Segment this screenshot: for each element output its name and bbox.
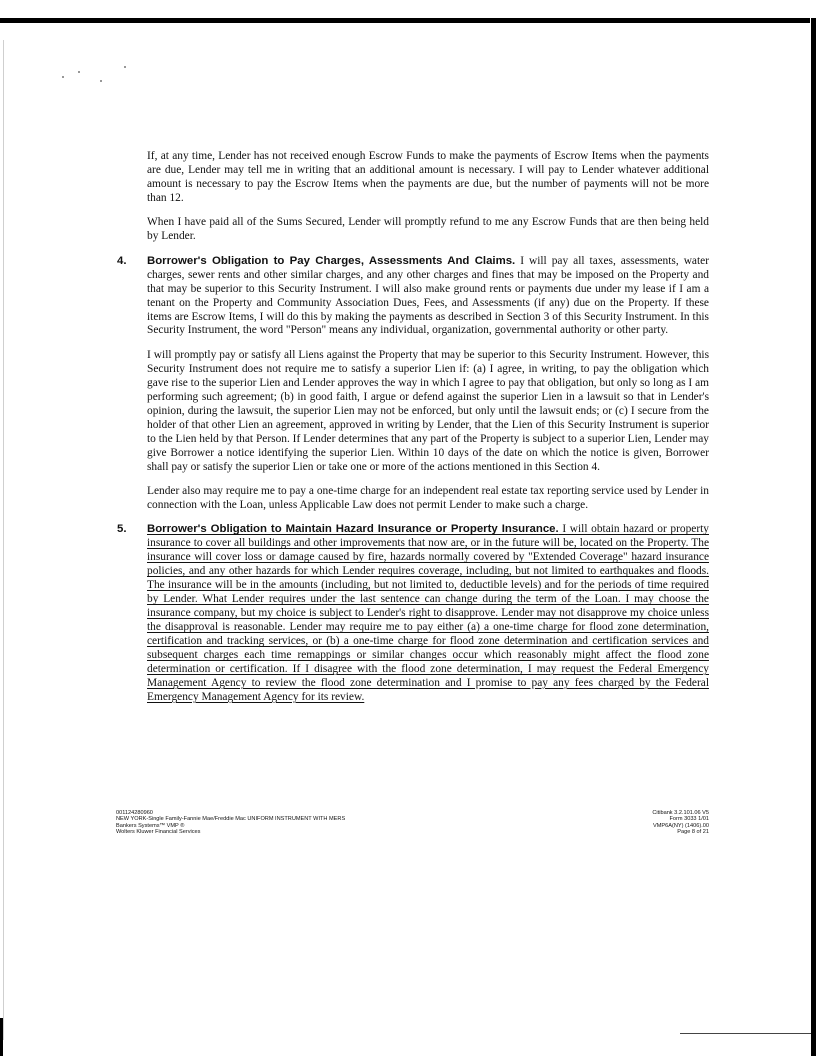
section-5-number: 5. <box>117 523 127 536</box>
bottom-right-scan-line <box>680 1033 811 1034</box>
form-title: NEW YORK-Single Family-Fannie Mae/Freddie Mac UNIFORM INSTRUMENT WITH MERS <box>116 816 346 823</box>
vmp-code: VMP6A(NY) (1406).00 <box>653 822 709 829</box>
form-number: Form 3033 1/01 <box>669 816 709 823</box>
scan-specks <box>62 62 142 92</box>
top-scan-border <box>0 18 810 23</box>
section-4-heading: Borrower's Obligation to Pay Charges, Assessments And Claims. <box>147 254 516 267</box>
section-4-liens-paragraph: I will promptly pay or satisfy all Liens against the Property that may be superior to this Security Instrument. However, this Security Instrument does not require me to satisfy a superior Lien if: (a) I agree, in writing, to pay the obligation which gave rise to the superior Lien and Lender approves the way in which I agree to pay that obligation, but only so long as I am performing such agreement; (b) in good faith, I argue or defend against the superior Lien in a lawsuit so that in Lender's opinion, during the lawsuit, the superior Lien may not be enforced, but only until the lawsuit ends; or (c) I secure from the holder of that other Lien an agreement, approved in writing by Lender, that the Lien of this Security Instrument is superior to the Lien held by that Person. If Lender determines that any part of the Property is subject to a superior Lien, Lender may give Borrower a notice identifying the superior Lien. Within 10 days of the date on which the notice is given, Borrower shall pay or satisfy the superior Lien or take one or more of the actions mentioned in this Section 4. <box>147 348 709 473</box>
loan-number: 001124280960 <box>116 810 153 816</box>
section-5-heading: Borrower's Obligation to Maintain Hazard Insurance or Property Insurance. <box>147 523 559 536</box>
footer-right <box>509 810 709 836</box>
right-scan-border <box>811 18 816 1056</box>
section-4-intro-text: I will pay all taxes, assessments, water charges, sewer rents and other similar charges, and any other charges and fines that may be imposed on the Property and that may be superior to this Security Instrument. I will also make ground rents or payments due under my lease if I am a tenant on the Property and Community Association Dues, Fees, and Assessments (if any) due on the Property. If these items are Escrow Items, I will do this by making the payments as described in Section 3 of this Security Instrument. In this Security Instrument, the word "Person" means any individual, organization, governmental authority or other party. <box>147 254 709 337</box>
left-scan-edge <box>3 40 4 1040</box>
section-4 <box>117 254 709 513</box>
page-number: Page 8 of 21 <box>677 829 709 836</box>
section-4-number: 4. <box>117 254 127 267</box>
section-5-paragraph <box>147 523 709 704</box>
document-body <box>117 150 709 705</box>
publisher: Bankers Systems™ VMP ® <box>116 822 185 829</box>
bottom-left-scan-mark <box>0 1018 3 1056</box>
lender-version: Citibank 3.2.101.06 V5 <box>652 810 709 816</box>
publisher-parent: Wolters Kluwer Financial Services <box>116 829 201 836</box>
section-5-body: I will obtain hazard or property insurance to cover all buildings and other improvements that now are, or in the future will be, located on the Property. The insurance will cover loss or damage caused by fire, hazards normally covered by "Extended Coverage" hazard insurance policies, and any other hazards for which Lender requires coverage, including, but not limited to earthquakes and floods. The insurance will be in the amounts (including, but not limited to, deductible levels) and for the periods of time required by Lender. What Lender requires under the last sentence can change during the term of the Loan. I may choose the insurance company, but my choice is subject to Lender's right to disapprove. Lender may not disapprove my choice unless the disapproval is reasonable. Lender may require me to pay either (a) a one-time charge for flood zone determination, certification and tracking services, or (b) a one-time charge for flood zone determination and certification services and subsequent charges each time remappings or similar changes occur which reasonably might affect the flood zone determination or certification. If I disagree with the flood zone determination, I may request the Federal Emergency Management Agency to review the flood zone determination and I promise to pay any fees charged by the Federal Emergency Management Agency for its review. <box>147 523 709 703</box>
section-4-intro <box>147 255 709 339</box>
section-4-tax-reporting-paragraph: Lender also may require me to pay a one-time charge for an independent real estate tax reporting service used by Lender in connection with the Loan, unless Applicable Law does not permit Lender to make such a charge. <box>147 485 709 511</box>
footer-left <box>116 810 496 836</box>
escrow-refund-paragraph: When I have paid all of the Sums Secured, Lender will promptly refund to me any Escrow Funds that are then being held by Lender. <box>147 216 709 243</box>
section-5 <box>117 523 709 704</box>
escrow-shortfall-paragraph: If, at any time, Lender has not received enough Escrow Funds to make the payments of Escrow Items when the payments are due, Lender may tell me in writing that an additional amount is necessary. I will pay to Lender whatever additional amount is necessary to pay the Escrow Items when the payments are due, but the number of payments will not be more than 12. <box>147 150 709 204</box>
